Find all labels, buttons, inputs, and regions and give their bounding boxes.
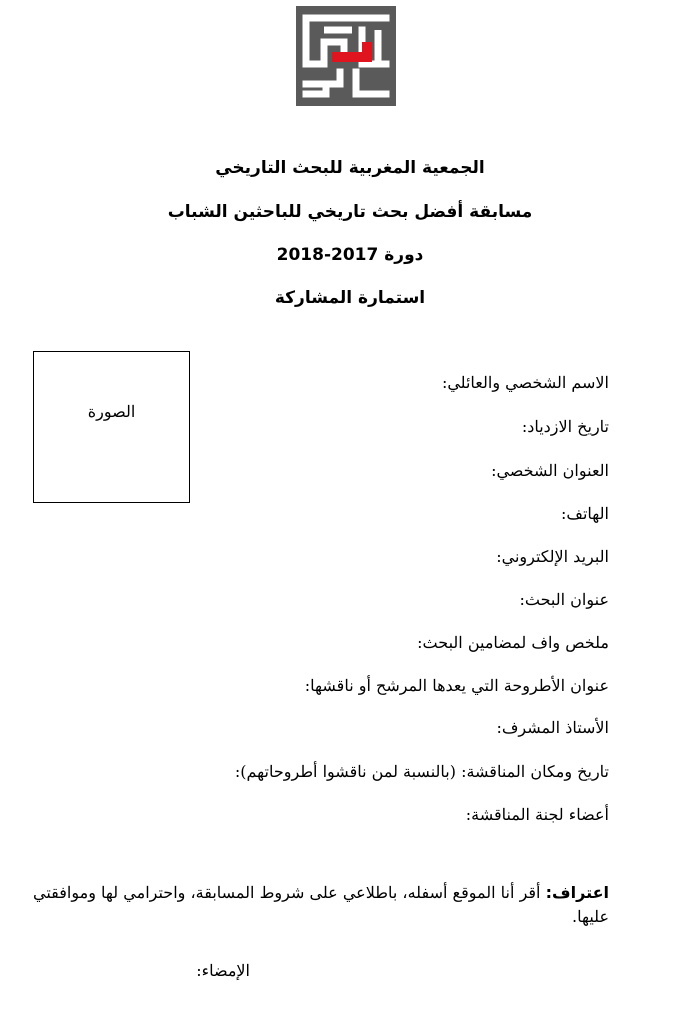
acknowledgement <box>33 881 609 929</box>
acknowledgement-text: أقر أنا الموقع أسفله، باطلاعي على شروط المسابقة، واحترامي لها وموافقتي عليها. <box>33 883 609 926</box>
field-supervisor: الأستاذ المشرف: <box>496 718 609 737</box>
form-title: استمارة المشاركة <box>274 288 426 308</box>
competition-title: مسابقة أفضل بحث تاريخي للباحثين الشباب <box>167 202 533 222</box>
field-thesis-title: عنوان الأطروحة التي يعدها المرشح أو ناقشها: <box>304 676 609 695</box>
field-email: البريد الإلكتروني: <box>496 547 609 566</box>
field-full-name: الاسم الشخصي والعائلي: <box>441 373 609 392</box>
organization-name: الجمعية المغربية للبحث التاريخي <box>215 158 485 178</box>
field-phone: الهاتف: <box>561 504 609 523</box>
session-label: دورة 2017-2018 <box>276 245 424 265</box>
association-logo <box>296 6 396 106</box>
field-birth-date: تاريخ الازدياد: <box>521 417 609 436</box>
photo-label: الصورة <box>87 402 136 421</box>
field-committee-members: أعضاء لجنة المناقشة: <box>465 805 609 824</box>
field-defense-date-place: تاريخ ومكان المناقشة: (بالنسبة لمن ناقشوا أطروحاتهم): <box>234 762 609 781</box>
signature-label: الإمضاء: <box>196 961 250 980</box>
acknowledgement-label: اعتراف: <box>545 883 610 902</box>
field-address: العنوان الشخصي: <box>491 461 609 480</box>
field-research-summary: ملخص واف لمضامين البحث: <box>417 633 609 652</box>
field-research-title: عنوان البحث: <box>519 590 609 609</box>
photo-placeholder <box>33 351 190 503</box>
